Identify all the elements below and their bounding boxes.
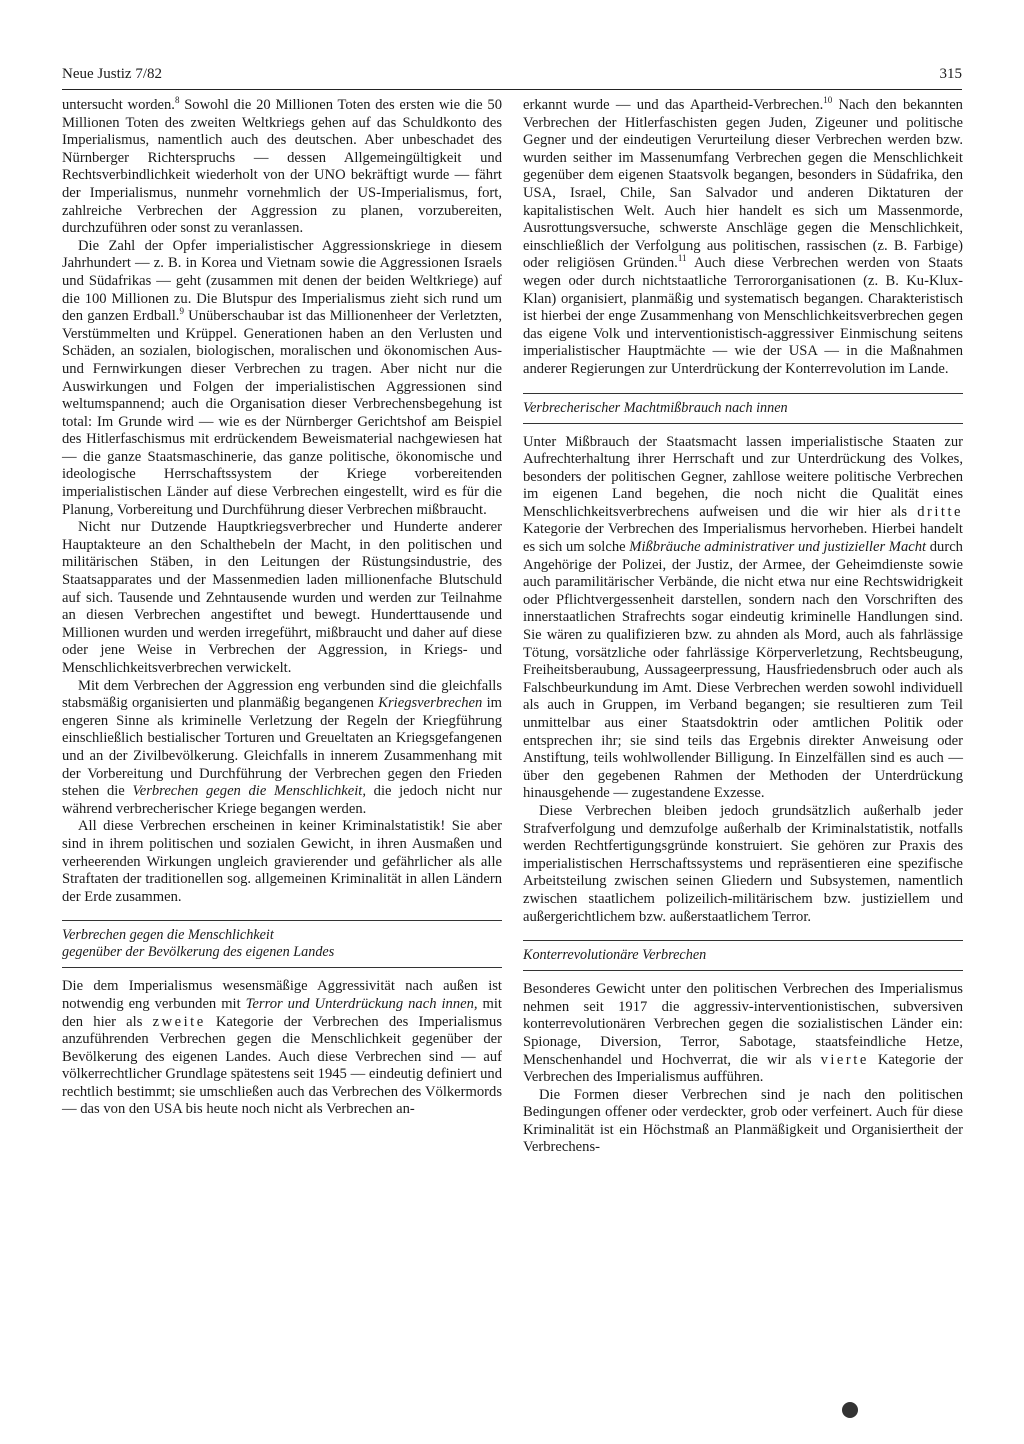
journal-title: Neue Justiz 7/82 bbox=[62, 66, 162, 82]
paragraph: Mit dem Verbrechen der Aggression eng verbunden sind die gleichfalls stabsmäßig organisierten und planmäßig begangenen Kriegsverbrechen im engeren Sinne als kriminelle Verletzung der Regeln der Kriegführung einschließlich bestialischer Torturen und Greueltaten an Kriegsgefangenen und an der Zivilbevölkerung. Gleichfalls in innerem Zusammenhang mit der Vorbereitung und Durchführung der Verbrechen gegen den Frieden stehen die Verbrechen gegen die Menschlichkeit, die jedoch nicht nur während verbrecherischer Kriege begangen werden. bbox=[62, 677, 502, 817]
spaced-term: zweite bbox=[152, 1013, 206, 1030]
footnote-ref: 9 bbox=[179, 306, 184, 317]
footnote-ref: 11 bbox=[677, 253, 687, 264]
paragraph: Besonderes Gewicht unter den politischen Verbrechen des Imperialismus nehmen seit 1917 die aggressiv-interventionistischen, subversiven konterrevolutionären Verbrechen gegen die sozialistischen Länder ein: Spionage, Diversion, Terror, Sabotage, staatsfeindliche Hetze, Menschenhandel und Hochverrat, die wir als vierte Kategorie der Verbrechen des Imperialismus aufführen. bbox=[523, 981, 963, 1086]
emphasis: Kriegsverbrechen bbox=[378, 695, 483, 712]
footnote-ref: 10 bbox=[823, 95, 833, 106]
ink-blot bbox=[842, 1402, 858, 1418]
section-heading: Verbrechen gegen die Menschlichkeit gegenüber der Bevölkerung des eigenen Landes bbox=[62, 920, 502, 968]
paragraph: Unter Mißbrauch der Staatsmacht lassen imperialistische Staaten zur Aufrechterhaltung ihrer Herrschaft und zur Unterdrückung des Volkes, besonders der politischen Gegner, zahllose weitere politische Verbrechen im eigenen Land begehen, die noch nicht die Qualität eines Menschlichkeitsverbrechens aufweisen und die wir hier als dritte Kategorie der Verbrechen des Imperialismus hervorheben. Hierbei handelt es sich um solche Mißbräuche administrativer und justizieller Macht durch Angehörige der Polizei, der Justiz, der Armee, der Geheimdienste sowie auch paramilitärischer Verbände, die nicht etwa nur eine Rechtswidrigkeit oder Pflichtvergessenheit darstellen, sondern nach den Vorschriften des innerstaatlichen Strafrechts sogar eindeutig kriminelle Handlungen sind. Sie wären zu qualifizieren bzw. zu ahnden als Mord, auch als fahrlässige Tötung, vorsätzliche oder fahrlässige Körperverletzung, Rechtsbeugung, Freiheitsberaubung, Aussageerpressung, Hausfriedensbruch oder auch als Falschbeurkundung im Amt. Diese Verbrechen werden sowohl individuell als auch in Gruppen, im Verband begangen; sie resultieren zum Teil unmittelbar aus einer Staatsdoktrin oder amtlichen Politik oder entsprechen ihr; sie sind teils das Ergebnis direkter Anweisung oder Anstiftung, teils wohlwollender Billigung. In Einzelfällen sind es auch — über den gegebenen Rahmen der Methoden der Unterdrückung hinausgehende — zugestandene Exzesse. bbox=[523, 433, 963, 802]
left-column bbox=[62, 97, 502, 1119]
section-heading: Verbrecherischer Machtmißbrauch nach innen bbox=[523, 393, 963, 424]
running-header bbox=[62, 66, 962, 86]
right-column bbox=[523, 97, 963, 1157]
footnote-ref: 8 bbox=[174, 95, 180, 106]
paragraph: untersucht worden.$^8$ Sowohl die 20 Millionen Toten des ersten wie die 50 Millionen Toten des zweiten Weltkriegs gehen auf das Schuldkonto des Imperialismus, namentlich auch des deutschen. Aber unbeschadet des Nürnberger Richterspruchs — dessen Allgemeingültigkeit und Rechtsverbindlichkeit wiederholt von der UNO bekräftigt wurde — fährt der Imperialismus, nunmehr vornehmlich der US-Imperialismus, fort, zahlreiche Verbrechen der Aggression zu planen, vorzubereiten, durchzuführen oder sonst zu veranlassen. bbox=[62, 95, 502, 237]
paragraph: Nicht nur Dutzende Hauptkriegsverbrecher und Hunderte anderer Hauptakteure an den Schalthebeln der Macht, in den politischen und militärischen Stäben, in den Leitungen der Rüstungsindustrie, des Staatsapparates und der Massenmedien laden millionenfache Blutschuld auf sich. Tausende und Zehntausende wurden und werden zur Teilnahme an diesen Verbrechen angestiftet und bewegt. Hunderttausende und Millionen wurden und werden irregeführt, mißbraucht und daher auf diese oder jene Weise in Verbrechen der Aggression, in Kriegs- und Menschlichkeitsverbrechen verwickelt. bbox=[62, 519, 502, 676]
paragraph: Die Zahl der Opfer imperialistischer Aggressionskriege in diesem Jahrhundert — z. B. in Korea und Vietnam sowie die Aggressionen Israels und Südafrikas — geht (zusammen mit denen der beiden Weltkriege) auf die 100 Millionen zu. Die Blutspur des Imperialismus zieht sich rund um den ganzen Erdball.$^9$ Unüberschaubar ist das Millionenheer der Verletzten, Verstümmelten und Krüppel. Generationen haben an den Verlusten und Schäden, an sozialen, biologischen, moralischen und ökonomischen Aus- und Fernwirkungen dieser Verbrechen zu tragen. Aber nicht nur die Auswirkungen und Folgen der imperialistischen Aggressionen sind weltumspannend; auch die Organisation dieser Verbrechensbegehung ist total: Im Grunde wird — wie es der Nürnberger Gerichtshof am Beispiel des Hitlerfaschismus mit erdrückendem Beweismaterial nachgewiesen hat — die ganze Staatsmaschinerie, das ganze politische, ökonomische und ideologische Herrschaftssystem der Kriege vorbereitenden imperialistischen Länder auf diese Verbrechen eingestellt, wird es für die Planung, Vorbereitung und Durchführung dieser Verbrechen mißbraucht. bbox=[62, 237, 503, 518]
paragraph: Die dem Imperialismus wesensmäßige Aggressivität nach außen ist notwendig eng verbunden mit Terror und Unterdrückung nach innen, mit den hier als zweite Kategorie der Verbrechen des Imperialismus anzuführenden Verbrechen gegen die Menschlichkeit gegenüber der Bevölkerung des eigenen Landes. Auch diese Verbrechen sind — auf völkerrechtlicher Grundlage spätestens seit 1945 — eindeutig definiert und rechtlich bestimmt; sie umschließen auch das Verbrechen des Völkermords — das von den USA bis heute noch nicht als Verbrechen an- bbox=[62, 978, 502, 1118]
emphasis: Verbrechen gegen die Menschlichkeit, bbox=[132, 783, 366, 800]
header-rule bbox=[62, 89, 962, 90]
paragraph: All diese Verbrechen erscheinen in keiner Kriminalstatistik! Sie aber sind in ihrem politischen und sozialen Gewicht, in ihren Ausmaßen und verheerenden Wirkungen ungleich gravierender und gefährlicher als alle Straftaten der traditionellen sog. allgemeinen Kriminalität in allen Ländern der Erde zusammen. bbox=[62, 818, 502, 905]
page-number: 315 bbox=[939, 66, 962, 82]
paragraph: Die Formen dieser Verbrechen sind je nach den politischen Bedingungen offener oder verdeckter, grob oder verfeinert. Auch für diese Kriminalität ist ein Höchstmaß an Planmäßigkeit und Organisiertheit der Verbrechens- bbox=[523, 1086, 963, 1156]
paragraph: erkannt wurde — und das Apartheid-Verbrechen.$^{10}$ Nach den bekannten Verbrechen der Hitlerfaschisten gegen Juden, Zigeuner und politische Gegner und der eindeutigen Verurteilung dieser Verbrechen werden bzw. wurden seither im Massenumfang Verbrechen gegen die Menschlichkeit gegenüber dem eigenen Staatsvolk begangen, besonders in Südafrika, den USA, Israel, Chile, San Salvador und anderen Diktaturen der kapitalistischen Welt. Auch hier handelt es sich um Massenmorde, Ausrottungsversuche, schwerste Anschläge gegen die Menschlichkeit, einschließlich der Verfolgung aus politischen, rassischen (z. B. Farbige) oder religiösen Gründen.$^{11}$ Auch diese Verbrechen werden von Staats wegen oder durch nichtstaatliche Terrororganisationen (z. B. Ku-Klux-Klan) organisiert, planmäßig und systematisch begangen. Charakteristisch ist hierbei der enge Zusammenhang von Menschlichkeitsverbrechen gegen das eigene Volk und interventionistisch-aggressiver Einmischung seitens imperialistischer Hauptmächte — wie der USA — in die Maßnahmen anderer Regierungen zur Unterdrückung der Konterrevolution im Lande. bbox=[523, 95, 963, 377]
emphasis: Mißbräuche administrativer und justizieller Macht bbox=[629, 539, 927, 556]
section-heading: Konterrevolutionäre Verbrechen bbox=[523, 940, 963, 971]
emphasis: Terror und Unterdrückung nach innen, bbox=[245, 995, 478, 1012]
spaced-term: vierte bbox=[820, 1051, 869, 1068]
spaced-term: dritte bbox=[917, 503, 963, 520]
paragraph: Diese Verbrechen bleiben jedoch grundsätzlich außerhalb jeder Strafverfolgung und demzufolge außerhalb der Kriminalstatistik, notfalls werden Rechtfertigungsgründe konstruiert. Sie gehören zur Praxis des imperialistischen Herrschaftssystems und repräsentieren eine spezifische Arbeitsteilung zwischen seinen Gliedern und Subsystemen, namentlich zwischen staatlichem polizeilich-militärischem bzw. justiziellem und außergerichtlichem bzw. außerstaatlichem Terror. bbox=[523, 802, 963, 925]
